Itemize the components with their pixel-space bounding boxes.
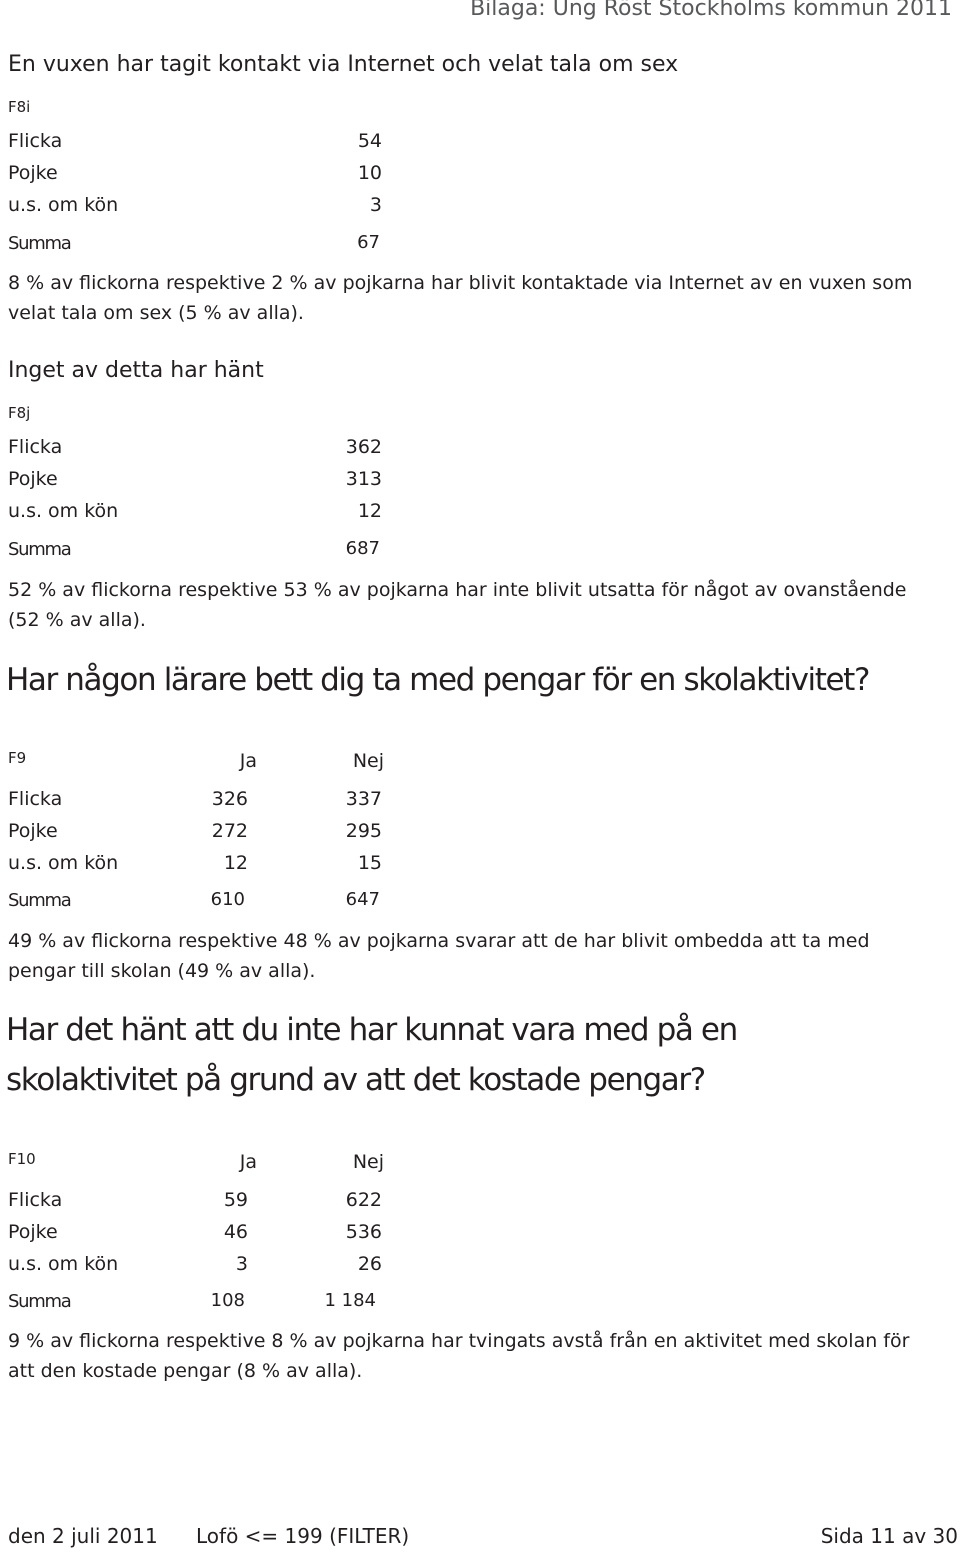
row-label: Pojke bbox=[8, 162, 58, 184]
summa-label: Summa bbox=[8, 539, 71, 560]
row-value: 10 bbox=[357, 162, 382, 184]
footer-page-number: Sida 11 av 30 bbox=[820, 1524, 958, 1548]
row-value-ja: 3 bbox=[235, 1253, 248, 1275]
summary-line: 52 % av flickorna respektive 53 % av pojkarna har inte blivit utsatta för något av ovanstående bbox=[8, 579, 907, 601]
row-value: 3 bbox=[369, 194, 382, 216]
summary-line: att den kostade pengar (8 % av alla). bbox=[8, 1360, 363, 1382]
section-title-f8i: En vuxen har tagit kontakt via Internet och velat tala om sex bbox=[8, 52, 679, 77]
row-label: Flicka bbox=[8, 130, 63, 152]
column-header-ja: Ja bbox=[239, 1151, 257, 1173]
column-header-nej: Nej bbox=[352, 750, 384, 772]
row-label: Flicka bbox=[8, 788, 63, 810]
section-title-f8j: Inget av detta har hänt bbox=[8, 358, 264, 383]
row-value: 12 bbox=[357, 500, 382, 522]
summary-text bbox=[8, 268, 960, 328]
summa-label: Summa bbox=[8, 890, 71, 911]
row-value-ja: 272 bbox=[211, 820, 248, 842]
row-value-ja: 12 bbox=[223, 852, 248, 874]
row-label: u.s. om kön bbox=[8, 1253, 119, 1275]
section-title-f10-line2: skolaktivitet på grund av att det kostade pengar? bbox=[6, 1062, 705, 1098]
summary-line: (52 % av alla). bbox=[8, 609, 146, 631]
row-label: Flicka bbox=[8, 1189, 63, 1211]
row-value-nej: 536 bbox=[345, 1221, 382, 1243]
row-value-nej: 26 bbox=[357, 1253, 382, 1275]
footer-filter: Lofö <= 199 (FILTER) bbox=[196, 1524, 410, 1548]
section-title-f10-line1: Har det hänt att du inte har kunnat vara med på en bbox=[6, 1012, 737, 1048]
row-value: 313 bbox=[345, 468, 382, 490]
row-value-ja: 59 bbox=[223, 1189, 248, 1211]
row-value-nej: 622 bbox=[345, 1189, 382, 1211]
row-label: Pojke bbox=[8, 820, 58, 842]
row-value-ja: 326 bbox=[211, 788, 248, 810]
row-label: Pojke bbox=[8, 468, 58, 490]
row-label: u.s. om kön bbox=[8, 194, 119, 216]
summa-value-ja: 108 bbox=[210, 1290, 245, 1311]
column-header-nej: Nej bbox=[352, 1151, 384, 1173]
summa-label: Summa bbox=[8, 1291, 71, 1312]
summa-value: 67 bbox=[357, 232, 380, 253]
summa-value-ja: 610 bbox=[210, 889, 245, 910]
row-value-ja: 46 bbox=[223, 1221, 248, 1243]
summary-text bbox=[8, 1326, 960, 1386]
row-value-nej: 337 bbox=[345, 788, 382, 810]
row-value: 54 bbox=[357, 130, 382, 152]
summa-value: 687 bbox=[345, 538, 380, 559]
summary-line: 9 % av flickorna respektive 8 % av pojkarna har tvingats avstå från en aktivitet med skolan för bbox=[8, 1330, 910, 1352]
question-code: F9 bbox=[8, 749, 27, 767]
summary-line: 49 % av flickorna respektive 48 % av pojkarna svarar att de har blivit ombedda att ta med bbox=[8, 930, 870, 952]
row-label: Pojke bbox=[8, 1221, 58, 1243]
row-label: u.s. om kön bbox=[8, 852, 119, 874]
summa-value-nej: 647 bbox=[345, 889, 380, 910]
summary-line: 8 % av flickorna respektive 2 % av pojkarna har blivit kontaktade via Internet av en vuxen som bbox=[8, 272, 913, 294]
document-header: Bilaga: Ung Röst Stockholms kommun 2011 bbox=[470, 0, 952, 21]
section-title-f9: Har någon lärare bett dig ta med pengar för en skolaktivitet? bbox=[6, 662, 869, 698]
row-value-nej: 15 bbox=[357, 852, 382, 874]
summary-text bbox=[8, 926, 960, 986]
summary-line: pengar till skolan (49 % av alla). bbox=[8, 960, 316, 982]
summa-label: Summa bbox=[8, 233, 71, 254]
row-value: 362 bbox=[345, 436, 382, 458]
row-label: u.s. om kön bbox=[8, 500, 119, 522]
question-code: F8i bbox=[8, 98, 31, 116]
summary-line: velat tala om sex (5 % av alla). bbox=[8, 302, 304, 324]
row-value-nej: 295 bbox=[345, 820, 382, 842]
summary-text bbox=[8, 575, 960, 635]
summa-value-nej: 1 184 bbox=[324, 1290, 376, 1311]
footer-date: den 2 juli 2011 bbox=[8, 1524, 158, 1548]
row-label: Flicka bbox=[8, 436, 63, 458]
question-code: F8j bbox=[8, 404, 31, 422]
question-code: F10 bbox=[8, 1150, 36, 1168]
column-header-ja: Ja bbox=[239, 750, 257, 772]
